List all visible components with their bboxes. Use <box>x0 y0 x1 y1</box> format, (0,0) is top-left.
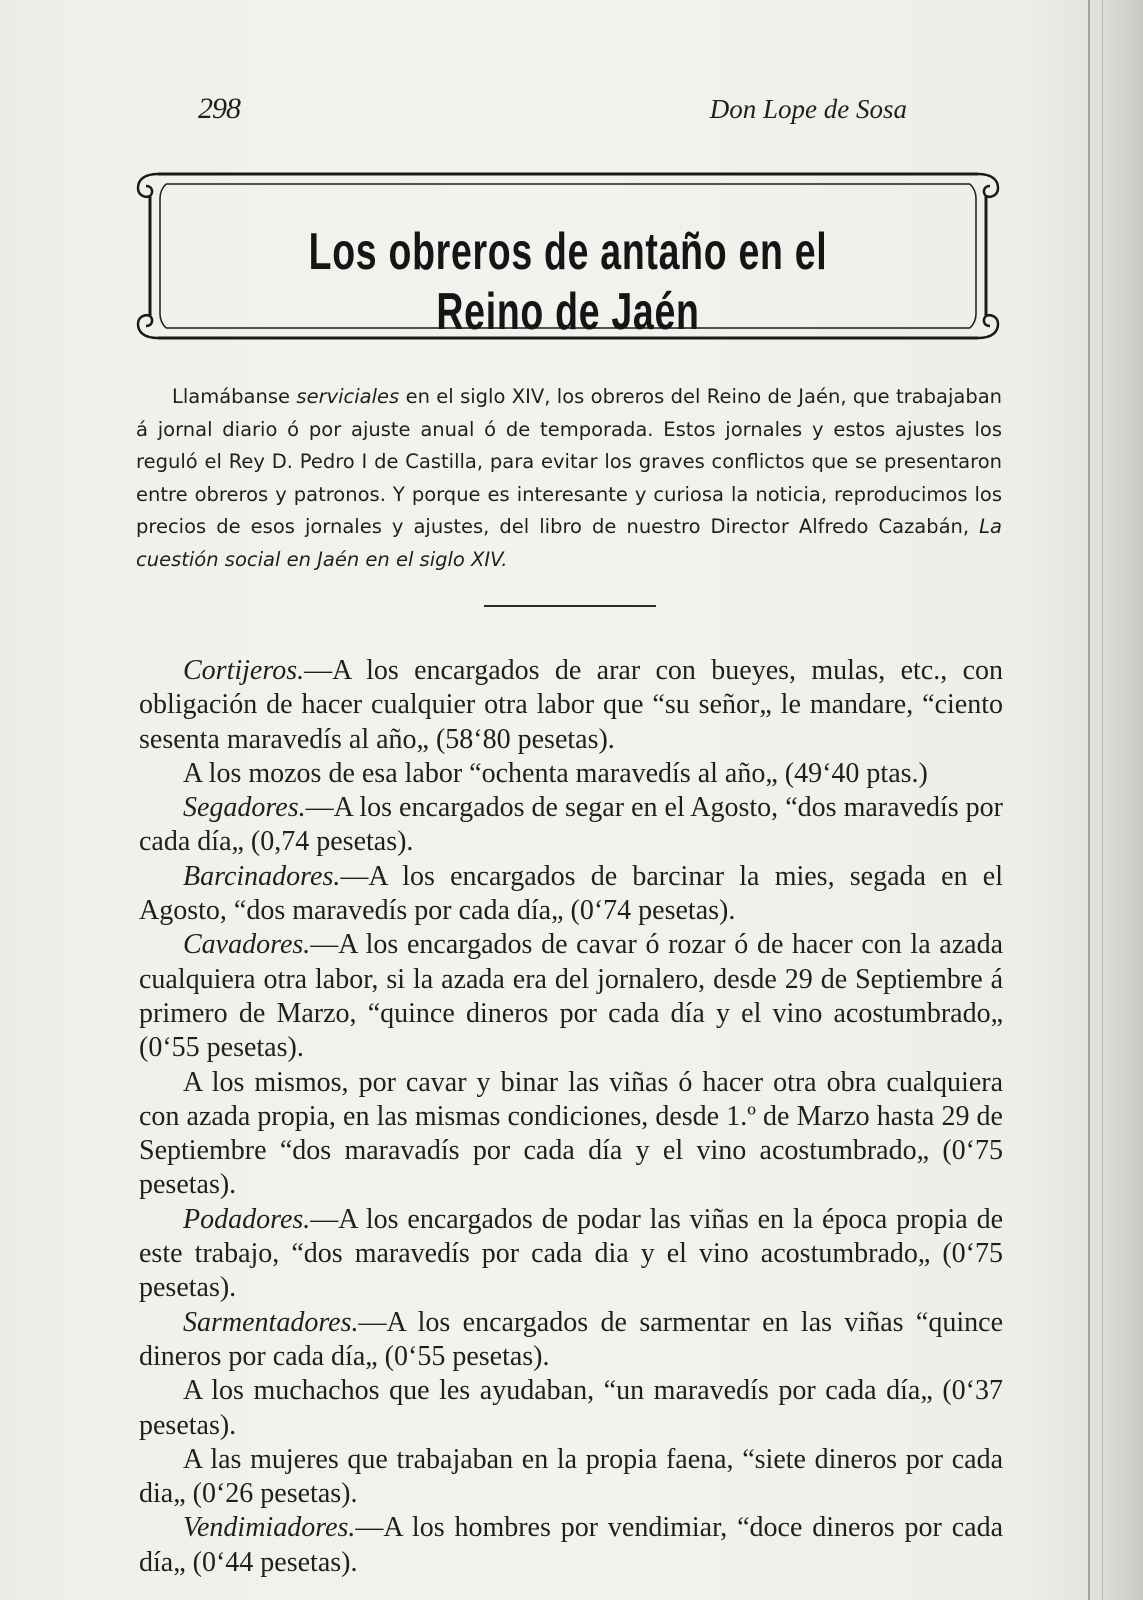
entry-term: Segadores. <box>183 792 306 824</box>
entry-term: Barcinadores. <box>183 860 341 892</box>
intro-text-a: Llamábanse <box>172 385 297 408</box>
entry-text: A los mozos de esa labor “ochenta maravedís al año„ (49‘40 ptas.) <box>183 757 928 789</box>
entry-term: Sarmentadores. <box>183 1306 359 1338</box>
page-gutter-line <box>1088 0 1090 1600</box>
entry-text: —A los encargados de sarmentar en las viñas “quince dineros por cada día„ (0‘55 pesetas). <box>139 1306 1003 1372</box>
entry-paragraph <box>139 1066 1003 1203</box>
entry-text: —A los encargados de cavar ó rozar ó de hacer con la azada cualquiera otra labor, si la azada era del jornalero, desde 29 de Septiembre á primero de Marzo, “quince dineros por cada día y el vino acostumbrado„ (0‘55 pesetas). <box>139 929 1003 1064</box>
intro-book-title: La cuestión social en Jaén en el siglo XIV. <box>136 515 1002 571</box>
article-body <box>139 654 1003 1580</box>
entry-text: A los muchachos que les ayudaban, “un maravedís por cada día„ (0‘37 pesetas). <box>139 1375 1003 1441</box>
entry-text: A las mujeres que trabajaban en la propia faena, “siete dineros por cada dia„ (0‘26 pesetas). <box>139 1443 1003 1510</box>
entry-paragraph <box>139 928 1003 1065</box>
entry-paragraph <box>139 1374 1003 1443</box>
entry-text: A los mismos, por cavar y binar las viñas ó hacer otra obra cualquiera con azada propia, en las mismas condiciones, desde 1.º de Marzo hasta 29 de Septiembre “dos maravadís por cada día y el vino acostumbrado„ (0‘75 pesetas). <box>139 1066 1003 1201</box>
entry-term: Podadores. <box>183 1203 311 1235</box>
page-number: 298 <box>198 92 240 125</box>
title-frame <box>136 166 1000 346</box>
intro-term: serviciales <box>296 385 400 408</box>
entry-paragraph <box>139 1306 1003 1375</box>
page-edge-line <box>1102 0 1103 1600</box>
entry-text: —A los encargados de segar en el Agosto, “dos maravedís por cada día„ (0,74 pesetas). <box>139 792 1003 858</box>
entry-term: Cavadores. <box>183 929 311 961</box>
entry-text: —A los hombres por vendimiar, “doce dineros por cada día„ (0‘44 pesetas). <box>139 1512 1003 1578</box>
entry-paragraph <box>139 757 1003 791</box>
intro-text-b: en el siglo XIV, los obreros del Reino de Jaén, que trabajaban á jornal diario ó por ajuste anual ó de temporada. Estos jornales y estos ajustes los reguló el Rey D. Pedro I de Castilla, para evitar los graves conflictos que se presentaron entre obreros y patronos. Y porque es interesante y curiosa la noticia, reproducimos los precios de esos jornales y ajustes, del libro de nuestro Director Alfredo Cazabán, <box>136 385 1003 538</box>
entry-paragraph <box>139 654 1003 757</box>
entry-text: —A los encargados de barcinar la mies, segada en el Agosto, “dos maravedís por cada día„ (0‘74 pesetas). <box>139 860 1003 927</box>
entry-paragraph <box>139 1511 1003 1580</box>
entry-paragraph <box>139 1203 1003 1306</box>
entry-term: Cortijeros. <box>183 655 305 686</box>
intro-paragraph <box>136 381 1002 576</box>
entry-text: —A los encargados de podar las viñas en la época propia de este trabajo, “dos maravedís por cada dia y el vino acostumbrado„ (0‘75 pesetas). <box>139 1203 1003 1304</box>
section-divider <box>484 605 656 607</box>
entry-text: —A los encargados de arar con bueyes, mulas, etc., con obligación de hacer cualquier otra labor que “su señor„ le mandare, “ciento sesenta maravedís al año„ (58‘80 pesetas). <box>139 655 1003 755</box>
article-title: Los obreros de antaño en el Reino de Jaén <box>308 223 828 341</box>
entry-term: Vendimiadores. <box>183 1512 356 1544</box>
entry-paragraph <box>139 791 1003 860</box>
running-head: Don Lope de Sosa <box>709 94 907 124</box>
entry-paragraph <box>139 1443 1003 1512</box>
entry-paragraph <box>139 860 1003 929</box>
